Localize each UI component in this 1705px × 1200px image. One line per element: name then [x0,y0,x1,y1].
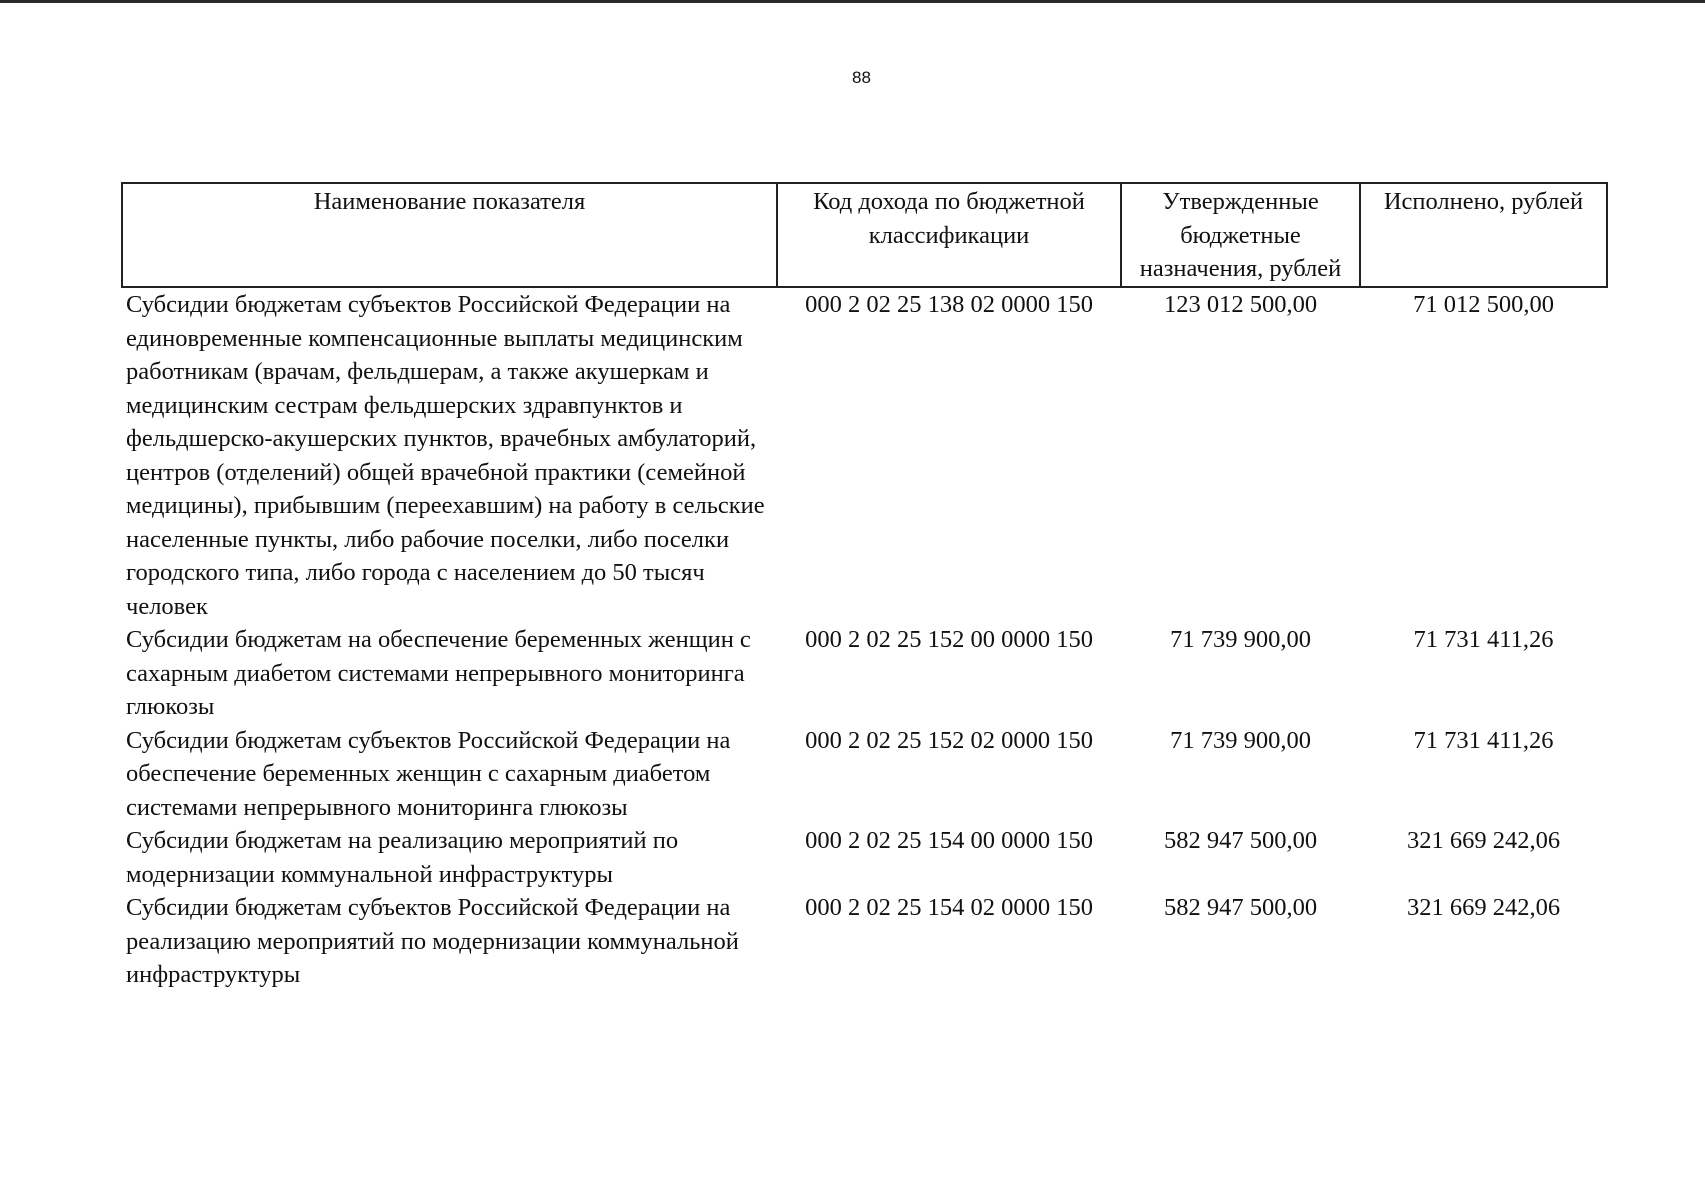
indicator-name-cell: Субсидии бюджетам субъектов Российской Федерации на единовременные компенсационные выплаты медицинским работникам (врачам, фельдшерам, а также акушеркам и медицинским сестрам фельдшерских здравпунктов и фельдшерско-акушерских пунктов, врачебных амбулаторий, центров (отделений) общей врачебной практики (семейной медицины), прибывшим (переехавшим) на работу в сельские населенные пункты, либо рабочие поселки, либо поселки городского типа, либо города с населением до 50 тысяч человек [126,291,765,620]
indicator-name-cell: Субсидии бюджетам субъектов Российской Федерации на обеспечение беременных женщин с сахарным диабетом системами непрерывного мониторинга глюкозы [126,726,731,821]
indicator-name-cell: Субсидии бюджетам на реализацию мероприятий по модернизации коммунальной инфраструктуры [126,827,679,888]
revenue-code-cell: 000 2 02 25 152 02 0000 150 [805,726,1093,754]
indicator-name-cell: Субсидии бюджетам на обеспечение беременных женщин с сахарным диабетом системами непрерывного мониторинга глюкозы [126,626,751,720]
header-row [122,183,1607,287]
approved-amount-cell: 71 739 900,00 [1170,726,1311,754]
table-row [122,891,1607,992]
revenue-code-cell: 000 2 02 25 154 02 0000 150 [805,894,1093,921]
approved-amount-cell: 582 947 500,00 [1163,827,1318,854]
revenue-code-cell: 000 2 02 25 138 02 0000 150 [805,291,1093,318]
table-row [122,623,1607,724]
table-row [122,824,1607,891]
executed-amount-cell: 71 012 500,00 [1413,291,1554,318]
approved-amount-cell: 123 012 500,00 [1163,291,1318,318]
executed-amount-cell: 321 669 242,06 [1406,894,1561,921]
revenue-code-cell: 000 2 02 25 154 00 0000 150 [805,827,1093,854]
indicator-name-cell: Субсидии бюджетам субъектов Российской Федерации на реализацию мероприятий по модернизации коммунальной инфраструктуры [126,894,739,988]
approved-amount-cell: 582 947 500,00 [1163,894,1318,921]
top-border-line [0,0,1705,3]
approved-amount-cell: 71 739 900,00 [1170,626,1311,653]
table-row [122,287,1607,623]
revenue-code-cell: 000 2 02 25 152 00 0000 150 [805,626,1093,653]
table-body [122,287,1607,992]
header-revenue-code: Код дохода по бюджетной классификации [777,183,1121,287]
header-executed-amount: Исполнено, рублей [1360,183,1607,287]
executed-amount-cell: 321 669 242,06 [1406,827,1561,854]
header-indicator-name: Наименование показателя [122,183,777,287]
budget-revenue-table [121,182,1608,992]
table-header [122,183,1607,287]
executed-amount-cell: 71 731 411,26 [1413,726,1554,754]
page-number: 88 [852,68,871,87]
header-approved-amount: Утвержденные бюджетные назначения, рублей [1121,183,1360,287]
table-row [122,724,1607,825]
executed-amount-cell: 71 731 411,26 [1413,626,1554,653]
